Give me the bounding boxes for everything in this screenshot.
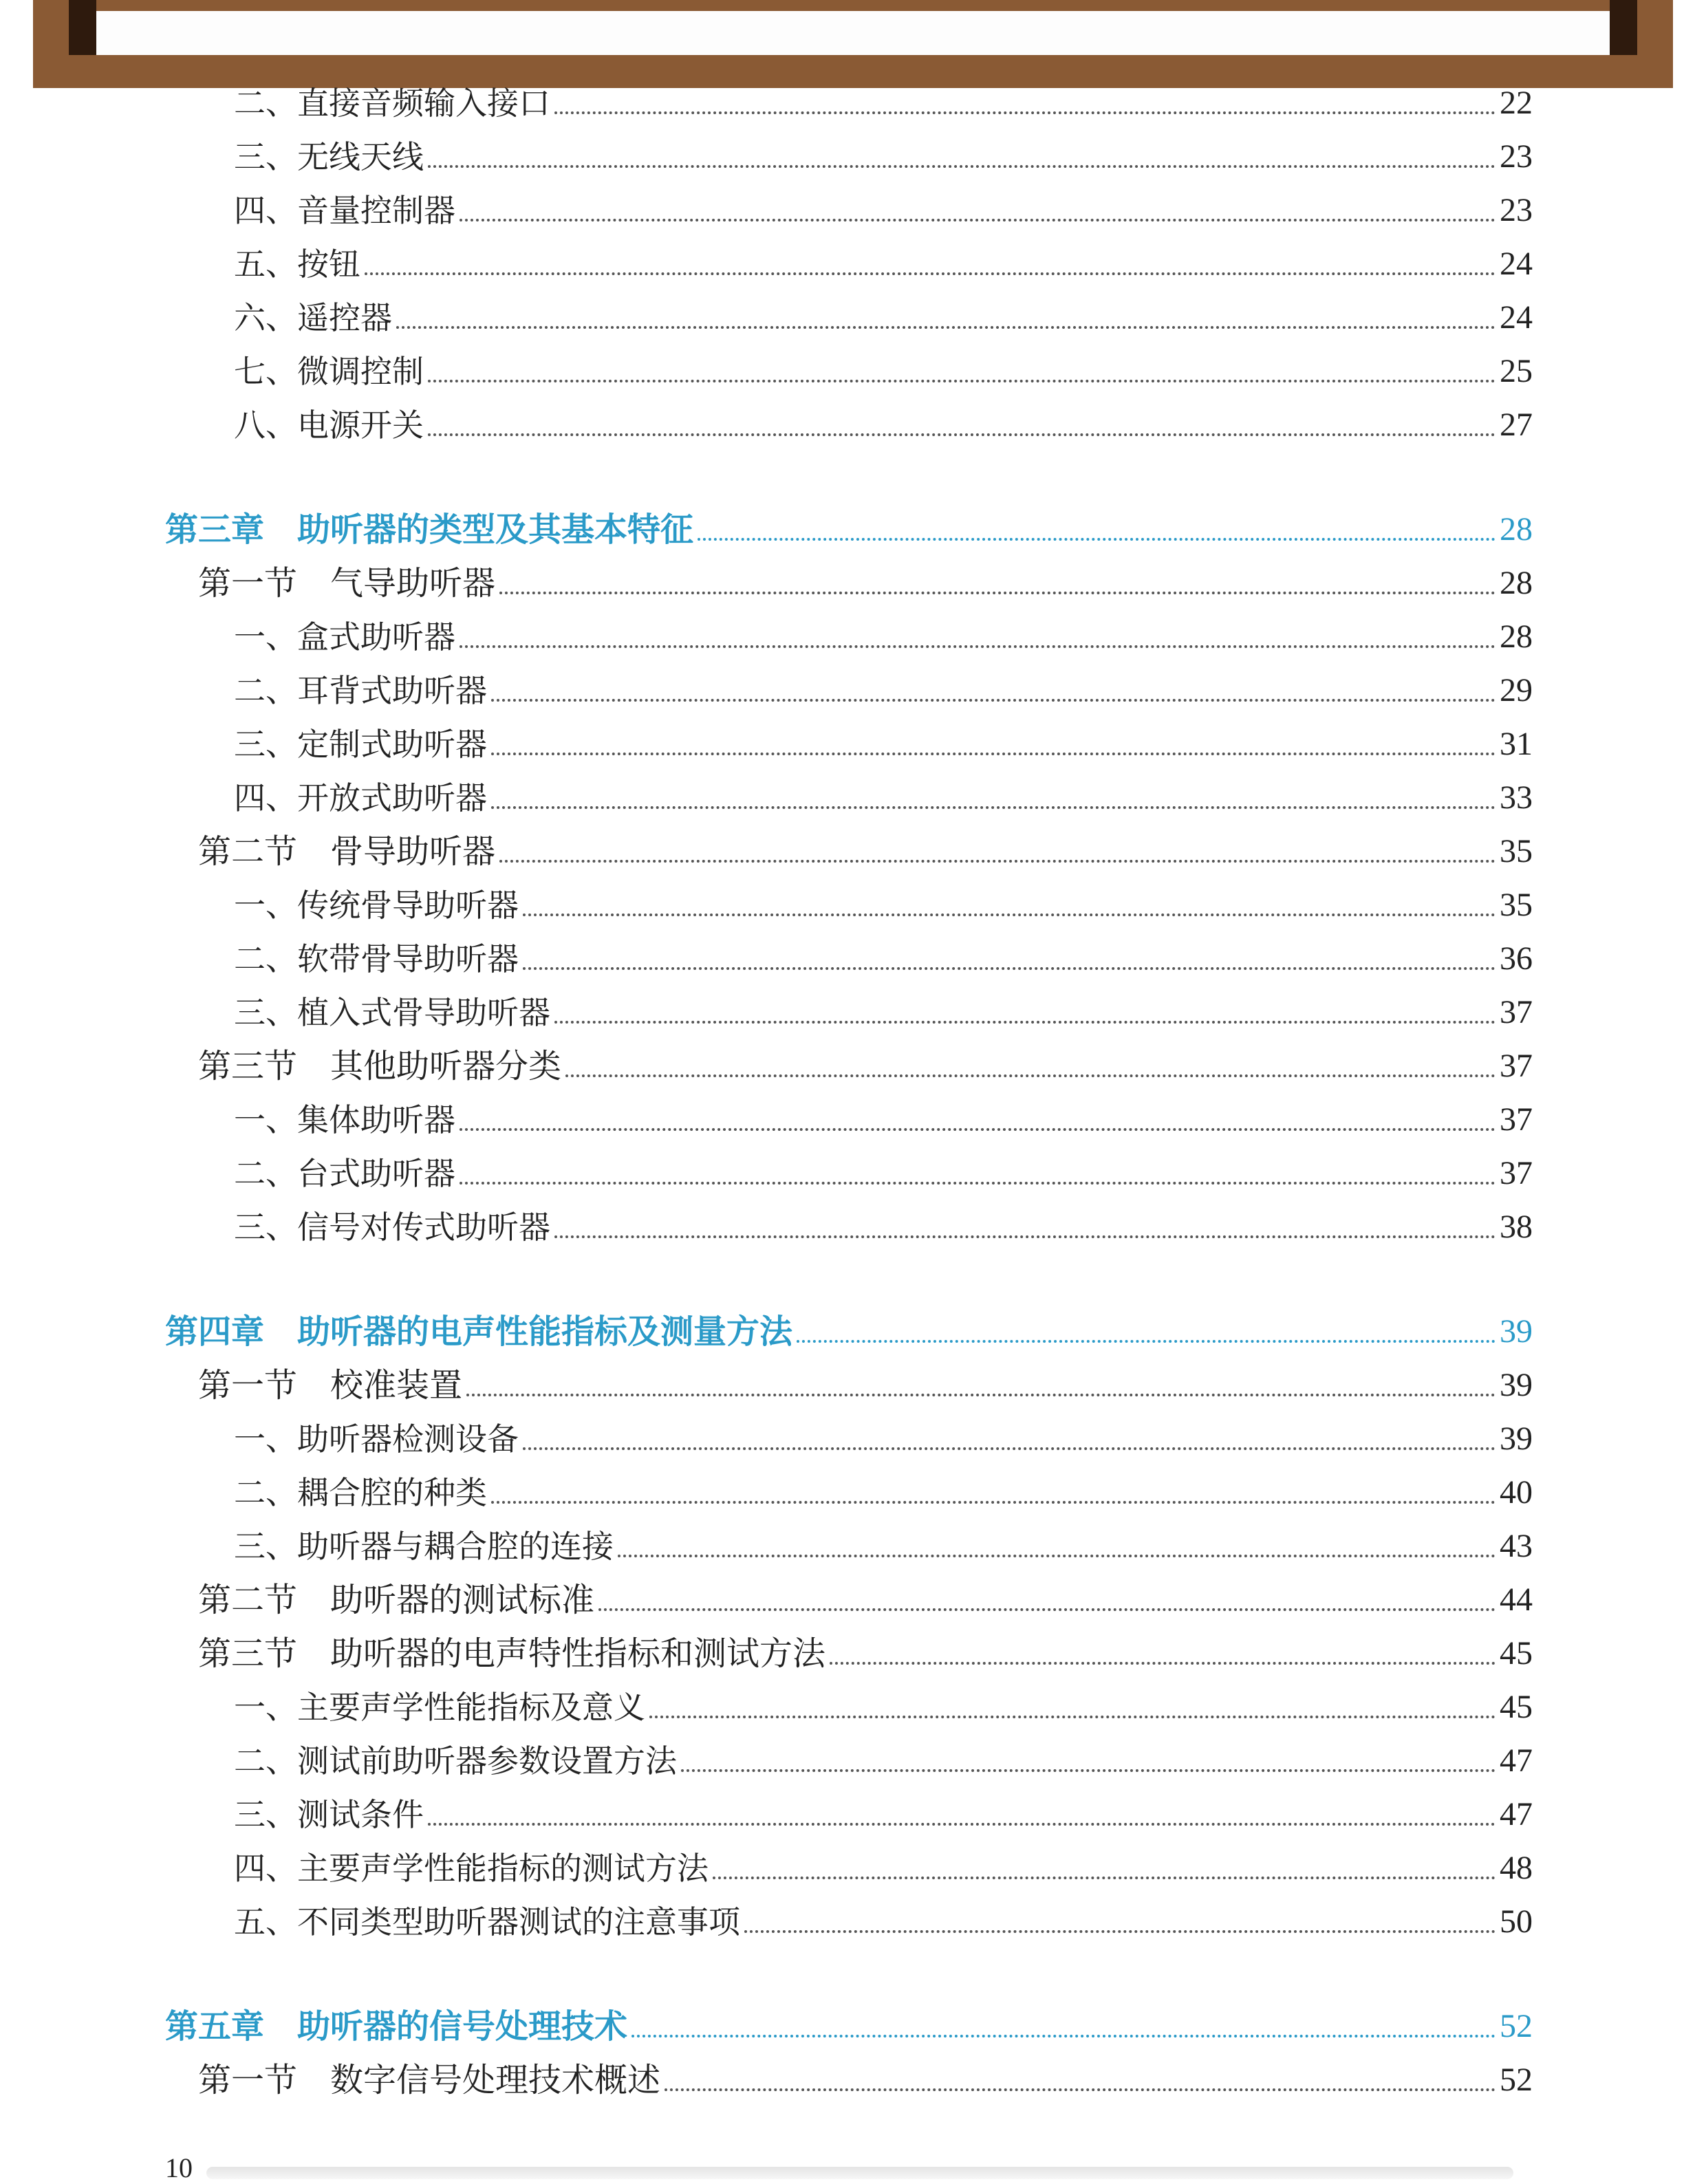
- toc-entry-page: 24: [1500, 299, 1533, 336]
- toc-entry-page: 28: [1500, 618, 1533, 655]
- toc-entry-item[interactable]: [234, 393, 1533, 446]
- toc-entry-label: 四、主要声学性能指标的测试方法: [234, 1850, 709, 1887]
- dot-leader: [744, 1930, 1496, 1933]
- toc-entry-page: 45: [1500, 1689, 1533, 1725]
- toc-entry-section[interactable]: [198, 2048, 1533, 2101]
- toc-entry-label: 第五章 助听器的信号处理技术: [165, 2007, 628, 2046]
- toc-entry-label: 第四章 助听器的电声性能指标及测量方法: [165, 1312, 793, 1351]
- toc-entry-page: 35: [1500, 833, 1533, 869]
- dot-leader: [713, 1877, 1496, 1879]
- dot-leader: [649, 1716, 1496, 1718]
- toc-entry-page: 52: [1500, 2008, 1533, 2044]
- dot-leader: [466, 1394, 1496, 1396]
- toc-entry-page: 23: [1500, 192, 1533, 228]
- dot-leader: [460, 219, 1496, 221]
- toc-entry-label: 五、不同类型助听器测试的注意事项: [234, 1903, 740, 1940]
- dot-leader: [698, 538, 1496, 541]
- dot-leader: [523, 967, 1496, 970]
- bottom-page-shadow: [206, 2167, 1513, 2179]
- toc-entry-item[interactable]: [234, 659, 1533, 711]
- toc-entry-label: 三、植入式骨导助听器: [234, 994, 550, 1031]
- toc-entry-item[interactable]: [234, 125, 1533, 177]
- toc-entry-label: 三、信号对传式助听器: [234, 1209, 550, 1246]
- toc-entry-chapter[interactable]: [165, 1300, 1533, 1352]
- toc-entry-item[interactable]: [234, 1196, 1533, 1248]
- toc-entry-label: 第三章 助听器的类型及其基本特征: [165, 510, 694, 549]
- dot-leader: [631, 2035, 1496, 2037]
- toc-entry-label: 第二节 助听器的测试标准: [198, 1581, 595, 1619]
- toc-entry-page: 24: [1500, 246, 1533, 282]
- toc-entry-page: 36: [1500, 940, 1533, 977]
- toc-entry-item[interactable]: [234, 605, 1533, 658]
- toc-entry-page: 23: [1500, 138, 1533, 175]
- toc-entry-label: 第二节 骨导助听器: [198, 832, 496, 871]
- dot-leader: [618, 1555, 1496, 1557]
- toc-entry-label: 三、定制式助听器: [234, 726, 487, 763]
- toc-entry-label: 一、主要声学性能指标及意义: [234, 1689, 645, 1726]
- dot-leader: [523, 1447, 1496, 1450]
- dot-leader: [797, 1340, 1496, 1343]
- toc-entry-item[interactable]: [234, 1515, 1533, 1567]
- toc-entry-page: 52: [1500, 2062, 1533, 2098]
- toc-entry-label: 二、耦合腔的种类: [234, 1474, 487, 1511]
- dot-leader: [428, 165, 1496, 168]
- toc-entry-section[interactable]: [198, 820, 1533, 872]
- toc-entry-item[interactable]: [234, 713, 1533, 765]
- toc-entry-label: 五、按钮: [234, 246, 360, 283]
- dot-leader: [499, 592, 1496, 594]
- toc-entry-item[interactable]: [234, 981, 1533, 1033]
- toc-entry-page: 37: [1500, 1048, 1533, 1084]
- dot-leader: [554, 1235, 1496, 1238]
- toc-entry-page: 38: [1500, 1209, 1533, 1245]
- dot-leader: [523, 913, 1496, 916]
- toc-entry-label: 四、开放式助听器: [234, 779, 487, 817]
- toc-entry-label: 二、软带骨导助听器: [234, 940, 519, 977]
- toc-entry-page: 48: [1500, 1850, 1533, 1886]
- toc-entry-section[interactable]: [198, 1622, 1533, 1674]
- toc-entry-label: 三、助听器与耦合腔的连接: [234, 1528, 614, 1565]
- dot-leader: [460, 1128, 1496, 1131]
- toc-entry-page: 35: [1500, 887, 1533, 923]
- dot-leader: [830, 1662, 1496, 1665]
- toc-entry-page: 39: [1500, 1420, 1533, 1457]
- toc-entry-page: 44: [1500, 1581, 1533, 1618]
- toc-entry-label: 四、音量控制器: [234, 192, 455, 229]
- toc-entry-label: 一、盒式助听器: [234, 618, 455, 656]
- toc-entry-section[interactable]: [198, 1568, 1533, 1621]
- toc-entry-section[interactable]: [198, 1035, 1533, 1087]
- toc-entry-page: 33: [1500, 779, 1533, 816]
- toc-entry-label: 二、耳背式助听器: [234, 672, 487, 709]
- dot-leader: [396, 326, 1496, 329]
- toc-entry-item[interactable]: [234, 1407, 1533, 1460]
- toc-entry-item[interactable]: [234, 874, 1533, 926]
- toc-entry-label: 第一节 校准装置: [198, 1366, 463, 1405]
- toc-entry-chapter[interactable]: [165, 1995, 1533, 2047]
- toc-entry-chapter[interactable]: [165, 498, 1533, 550]
- toc-entry-label: 三、无线天线: [234, 138, 424, 175]
- toc-entry-item[interactable]: [234, 179, 1533, 231]
- page-number: 10: [165, 2152, 193, 2183]
- toc-entry-page: 45: [1500, 1635, 1533, 1672]
- toc-entry-item[interactable]: [234, 1676, 1533, 1728]
- dot-leader: [681, 1769, 1496, 1772]
- toc-entry-item[interactable]: [234, 233, 1533, 285]
- dot-leader: [491, 699, 1496, 702]
- toc-entry-page: 40: [1500, 1474, 1533, 1511]
- dot-leader: [428, 433, 1496, 436]
- toc-entry-section[interactable]: [198, 1354, 1533, 1406]
- dot-leader: [499, 860, 1496, 863]
- toc-entry-label: 第一节 气导助听器: [198, 564, 496, 603]
- toc-entry-label: 二、测试前助听器参数设置方法: [234, 1742, 677, 1780]
- toc-entry-page: 37: [1500, 994, 1533, 1030]
- toc-entry-page: 39: [1500, 1313, 1533, 1350]
- dot-leader: [598, 1608, 1496, 1611]
- toc-entry-item[interactable]: [234, 1783, 1533, 1835]
- toc-entry-label: 三、测试条件: [234, 1796, 424, 1833]
- toc-entry-label: 第三节 其他助听器分类: [198, 1047, 562, 1085]
- toc-entry-page: 39: [1500, 1367, 1533, 1403]
- toc-entry-item[interactable]: [234, 927, 1533, 980]
- toc-entry-label: 二、直接音频输入接口: [234, 85, 550, 122]
- toc-entry-label: 六、遥控器: [234, 299, 392, 336]
- dot-leader: [460, 645, 1496, 648]
- dot-leader: [460, 1182, 1496, 1185]
- toc-entry-item[interactable]: [234, 1088, 1533, 1140]
- dot-leader: [428, 1823, 1496, 1826]
- toc-entry-page: 28: [1500, 565, 1533, 601]
- toc-entry-page: 50: [1500, 1903, 1533, 1940]
- toc-entry-page: 47: [1500, 1742, 1533, 1779]
- toc-entry-item[interactable]: [234, 286, 1533, 338]
- toc-entry-page: 22: [1500, 85, 1533, 121]
- toc-entry-page: 25: [1500, 353, 1533, 389]
- toc-entry-page: 29: [1500, 672, 1533, 709]
- toc-entry-label: 第一节 数字信号处理技术概述: [198, 2061, 661, 2099]
- toc-entry-label: 一、集体助听器: [234, 1101, 455, 1138]
- toc-entry-label: 八、电源开关: [234, 407, 424, 444]
- toc-entry-page: 37: [1500, 1101, 1533, 1138]
- dot-leader: [365, 272, 1496, 275]
- dot-leader: [665, 2088, 1496, 2091]
- dot-leader: [554, 111, 1496, 114]
- toc-entry-label: 一、传统骨导助听器: [234, 887, 519, 924]
- toc-entry-page: 28: [1500, 511, 1533, 548]
- toc-entry-page: 31: [1500, 726, 1533, 762]
- toc-entry-label: 七、微调控制: [234, 353, 424, 390]
- dot-leader: [428, 380, 1496, 382]
- dot-leader: [554, 1021, 1496, 1024]
- toc-entry-item[interactable]: [234, 1461, 1533, 1513]
- toc-entry-item[interactable]: [234, 340, 1533, 392]
- dot-leader: [491, 806, 1496, 809]
- toc-entry-label: 二、台式助听器: [234, 1155, 455, 1192]
- toc-entry-item[interactable]: [234, 1837, 1533, 1889]
- toc-entry-page: 27: [1500, 407, 1533, 443]
- toc-entry-page: 37: [1500, 1155, 1533, 1191]
- toc-entry-item[interactable]: [234, 1890, 1533, 1943]
- toc-entry-label: 一、助听器检测设备: [234, 1420, 519, 1458]
- toc-entry-item[interactable]: [234, 1729, 1533, 1782]
- dot-leader: [491, 1501, 1496, 1504]
- toc-entry-item[interactable]: [234, 766, 1533, 819]
- toc-entry-item[interactable]: [234, 1142, 1533, 1194]
- toc-entry-item[interactable]: [234, 72, 1533, 124]
- dot-leader: [565, 1074, 1496, 1077]
- toc-entry-label: 第三节 助听器的电声特性指标和测试方法: [198, 1634, 826, 1673]
- toc-entry-section[interactable]: [198, 552, 1533, 604]
- toc-entry-page: 43: [1500, 1528, 1533, 1564]
- toc-entry-page: 47: [1500, 1796, 1533, 1832]
- dot-leader: [491, 753, 1496, 755]
